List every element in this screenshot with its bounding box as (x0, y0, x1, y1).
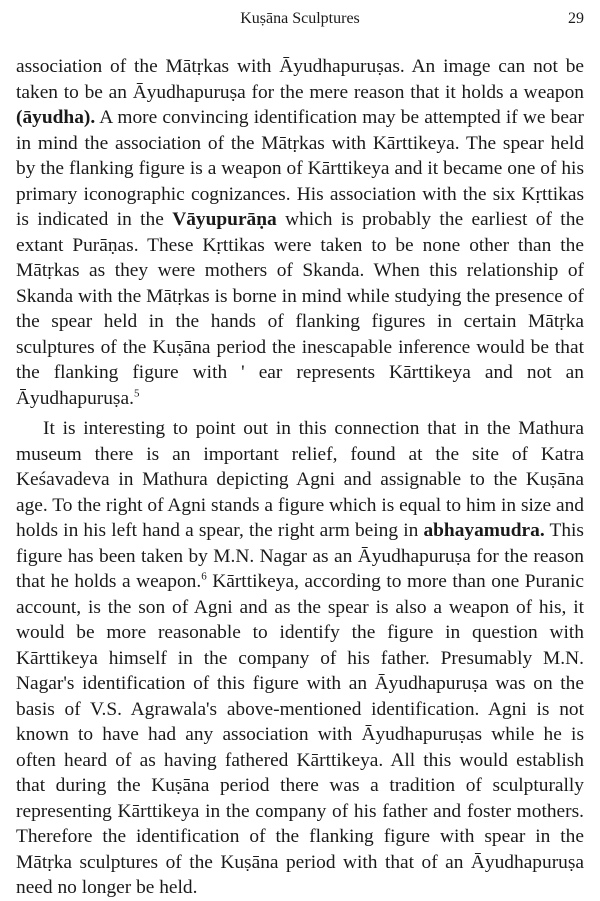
text-segment: Kārttikeya, according to more than one Puranic account, is the son of Agni and as the spear is also a weapon of his, it would be more reasonable to identify the figure in question with Kārttikeya himself in the company of his father. Presumably M.N. Nagar's identification of this figure with an Āyudhapuruṣa was on the basis of V.S. Agrawala's above-mentioned identification. Agni is not known to have had any association with Āyudhapuruṣas while he is often heard of as having fathered Kārttikeya. All this would establish that during the Kuṣāna period there was a tradition of sculpturally representing Kārttikeya in the company of his father and foster mothers. Therefore the identification of the flanking figure with spear in the Mātṛka sculptures of the Kuṣāna period with that of an Āyudhapuruṣa need no longer be held. (16, 571, 584, 898)
term-vayupurana: Vāyupurāṇa (172, 209, 277, 230)
running-header (16, 10, 584, 34)
paragraph-2 (16, 416, 584, 901)
footnote-ref-5: 5 (133, 387, 140, 400)
body-text (16, 54, 584, 901)
term-ayudha: (āyudha). (16, 107, 96, 128)
footnote-ref-6: 6 (201, 570, 207, 583)
term-abhayamudra: abhayamudra. (423, 520, 545, 541)
paragraph-1 (16, 54, 584, 411)
text-segment: This figure has been taken by M.N. Nagar as an Āyudhapuruṣa for the reason that he holds a weapon. (16, 520, 584, 592)
text-segment: It is interesting to point out in this connection that in the Mathura museum there is an important relief, found at the site of Katra Keśavadeva in Mathura depicting Agni and assignable to the Kuṣāna age. To the right of Agni stands a figure which is equal to him in size and holds in his left hand a spear, the right arm being in (16, 418, 584, 541)
running-title: Kuṣāna Sculptures (240, 10, 360, 27)
text-segment: A more convincing identification may be attempted if we bear in mind the association of the Mātṛkas with Kārttikeya. The spear held by the flanking figure is a weapon of Kārttikeya and it became one of his primary iconographic cognizances. His association with the six Kṛttikas is indicated in the (16, 107, 584, 230)
text-segment: association of the Mātṛkas with Āyudhapuruṣas. An image can not be taken to be an Āyudhapuruṣa for the mere reason that it holds a weapon (16, 56, 584, 103)
page-number: 29 (568, 10, 584, 27)
text-segment: which is probably the earliest of the extant Purāṇas. These Kṛttikas were taken to be none other than the Mātṛkas as they were mothers of Skanda. When this relationship of Skanda with the Mātṛkas is borne in mind while studying the presence of the spear held in the hands of flanking figures in certain Mātṛka sculptures of the Kuṣāna period the inescapable inference would be that the flanking figure with ' ear represents Kārttikeya and not an Āyudhapuruṣa. (16, 209, 584, 409)
